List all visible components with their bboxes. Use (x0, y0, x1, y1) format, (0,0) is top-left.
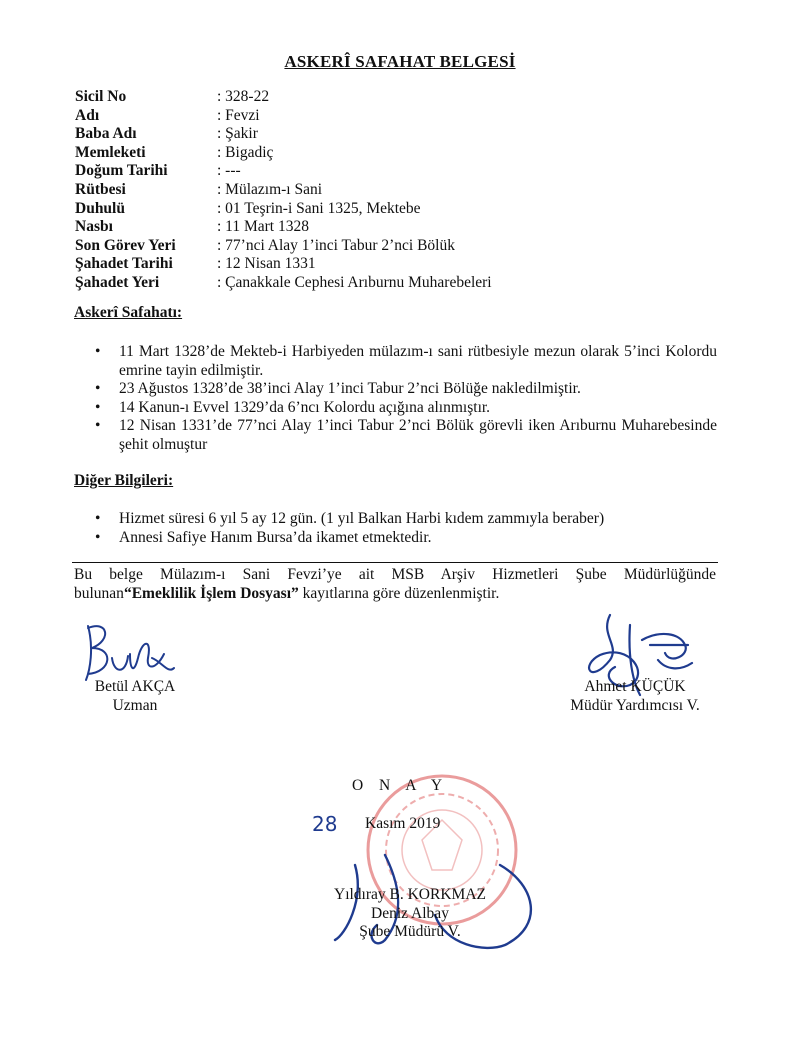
approval-label: O N A Y (351, 777, 449, 794)
approval-date: Kasım 2019 (365, 815, 441, 832)
field-label: Son Görev Yeri (75, 236, 176, 254)
field-value: : Çanakkale Cephesi Arıburnu Muharebeleri (217, 273, 492, 291)
field-value: : Bigadiç (217, 143, 274, 161)
field-label: Adı (75, 106, 100, 124)
field-value: : --- (217, 162, 241, 180)
bullet-icon: • (95, 510, 101, 527)
safahat-heading: Askerî Safahatı: (74, 304, 183, 321)
field-rutbesi (75, 181, 492, 200)
field-label: Rütbesi (75, 180, 126, 198)
field-value: : Mülazım-ı Sani (217, 180, 323, 198)
signatory-right-title: Müdür Yardımcısı V. (570, 696, 700, 714)
document-title: ASKERÎ SAFAHAT BELGESİ (284, 52, 516, 71)
field-sahadet-yeri (75, 274, 492, 293)
safahat-list (95, 343, 717, 455)
field-baba-adi (75, 125, 492, 144)
signatory-right-name: Ahmet KÜÇÜK (584, 678, 686, 695)
bullet-icon: • (95, 343, 101, 360)
list-item: • 11 Mart 1328’de Mekteb-i Harbiyeden mülazım-ı sani rütbesiyle mezun olarak 5’inci Kolordu emrine tayin edilmiştir. (95, 343, 717, 379)
approval-day-handwritten: 28 (312, 812, 338, 836)
field-label: Doğum Tarihi (75, 162, 168, 180)
field-dogum-tarihi (75, 162, 492, 181)
field-value: : 12 Nisan 1331 (217, 255, 316, 273)
note-line-1: Bu belge Mülazım-ı Sani Fevzi’ye ait MSB Arşiv Hizmetleri Şube Müdürlüğünde (74, 566, 716, 583)
signature-right-block (550, 678, 720, 715)
signature-left-block (80, 678, 190, 715)
bullet-icon: • (95, 380, 101, 398)
field-label: Şahadet Yeri (75, 273, 160, 291)
field-label: Sicil No (75, 88, 127, 105)
field-duhulu (75, 200, 492, 219)
field-label: Baba Adı (75, 125, 137, 143)
field-value: : 11 Mart 1328 (217, 218, 309, 236)
footer-note (74, 566, 716, 603)
diger-list (95, 510, 717, 547)
field-value: : 328-22 (217, 88, 270, 105)
list-item: • 12 Nisan 1331’de 77’nci Alay 1’inci Tabur 2’nci Bölük görevli iken Arıburnu Muharebesinde şehit olmuştur (95, 417, 717, 453)
signatory-left-name: Betül AKÇA (94, 678, 176, 695)
bullet-icon: • (95, 398, 101, 416)
field-label: Şahadet Tarihi (75, 255, 173, 273)
field-value: : 77’nci Alay 1’inci Tabur 2’nci Bölük (217, 236, 455, 254)
approval-title: Şube Müdürü V. (359, 923, 461, 941)
field-sahadet-tarihi (75, 255, 492, 274)
approval-name: Yıldıray B. KORKMAZ (334, 886, 486, 903)
field-value: : Fevzi (217, 106, 260, 124)
field-label: Memleketi (75, 143, 146, 161)
list-item: • Hizmet süresi 6 yıl 5 ay 12 gün. (1 yıl Balkan Harbi kıdem zammıyla beraber) (95, 510, 605, 527)
field-son-gorev-yeri (75, 237, 492, 256)
field-value: : 01 Teşrin-i Sani 1325, Mektebe (217, 199, 421, 217)
bullet-icon: • (95, 417, 101, 435)
personal-info-fields (75, 88, 492, 293)
approval-signatory-block (300, 886, 520, 942)
list-item: • 14 Kanun-ı Evvel 1329’da 6’ncı Kolordu açığına alınmıştır. (95, 398, 491, 416)
approval-rank: Deniz Albay (371, 904, 449, 922)
field-nasbi (75, 218, 492, 237)
separator-line (72, 562, 718, 563)
list-item: • Annesi Safiye Hanım Bursa’da ikamet etmektedir. (95, 528, 432, 546)
field-memleketi (75, 144, 492, 163)
field-label: Nasbı (75, 218, 113, 236)
field-label: Duhulü (75, 199, 125, 217)
field-sicil-no (75, 88, 492, 107)
note-line-2: bulunan“Emeklilik İşlem Dosyası” kayıtlarına göre düzenlenmiştir. (74, 584, 500, 602)
diger-heading: Diğer Bilgileri: (74, 472, 174, 489)
signatory-left-title: Uzman (112, 696, 158, 714)
bullet-icon: • (95, 528, 101, 546)
field-value: : Şakir (217, 125, 258, 143)
note-dossier-name: “Emeklilik İşlem Dosyası” (123, 584, 299, 602)
field-adi (75, 107, 492, 126)
list-item: • 23 Ağustos 1328’de 38’inci Alay 1’inci Tabur 2’nci Bölüğe nakledilmiştir. (95, 380, 581, 398)
